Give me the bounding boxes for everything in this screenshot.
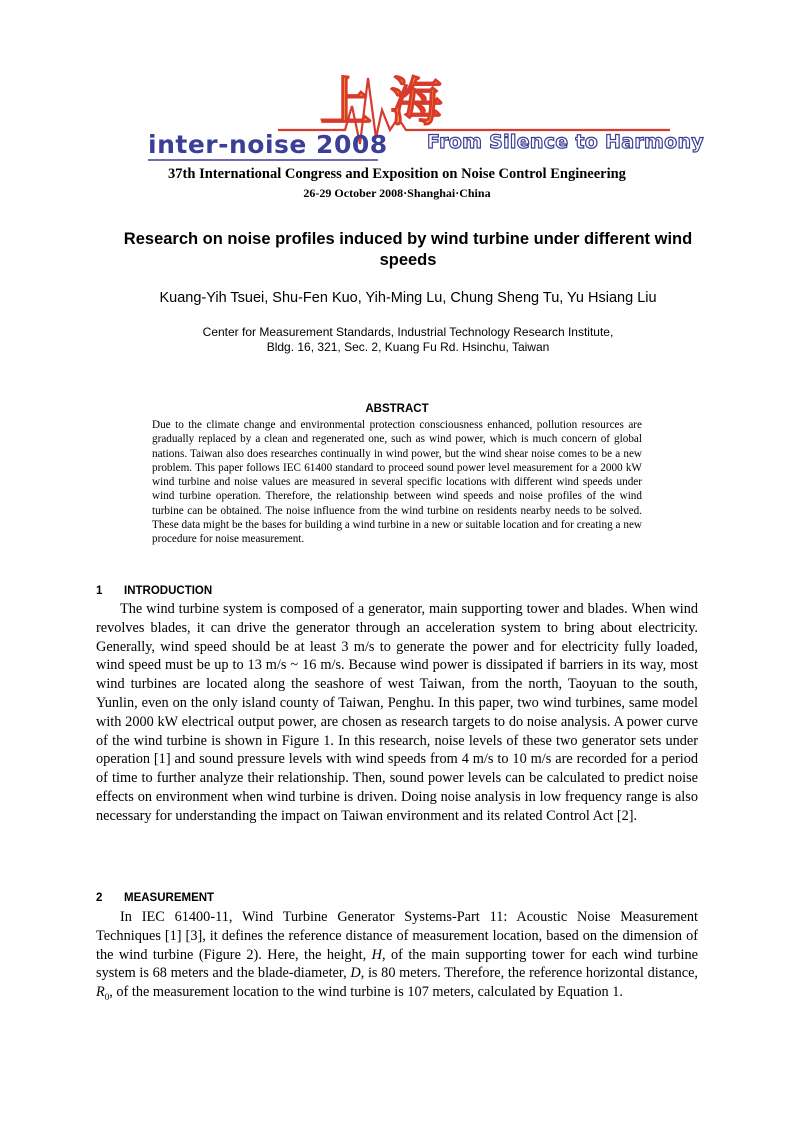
conference-name: 37th International Congress and Exposition on Noise Control Engineering <box>168 166 626 182</box>
symbol-r: R <box>96 984 105 1001</box>
abstract-heading: ABSTRACT <box>365 403 429 415</box>
logo-chinese-text: 上海 <box>320 73 461 133</box>
paper-affiliation <box>100 325 716 355</box>
symbol-h: H <box>371 946 382 963</box>
logo-brand: inter-noise 2008 <box>148 130 388 159</box>
symbol-d: D <box>350 965 361 982</box>
paper-authors: Kuang-Yih Tsuei, Shu-Fen Kuo, Yih-Ming Lu, Chung Sheng Tu, Yu Hsiang Liu <box>159 290 657 306</box>
affiliation-line-1: Center for Measurement Standards, Industrial Technology Research Institute, <box>202 325 614 339</box>
section-number: 1 <box>96 585 103 597</box>
conference-dates: 26-29 October 2008·Shanghai·China <box>303 186 491 200</box>
affiliation-line-2: Bldg. 16, 321, Sec. 2, Kuang Fu Rd. Hsinchu, Taiwan <box>266 340 550 354</box>
paper-title: Research on noise profiles induced by wind turbine under different wind speeds <box>123 230 693 269</box>
section-title: MEASUREMENT <box>124 892 215 904</box>
logo-slogan: From Silence to Harmony <box>427 131 704 153</box>
section-title: INTRODUCTION <box>124 585 213 597</box>
conference-logo <box>140 48 704 166</box>
text-run: In IEC 61400-11, Wind Turbine Generator Systems-Part 11: Acoustic Noise Measurement Techniques [1] [3], it defines the reference distance of measurement location, based on the dimension of the wind turbine (Figure 2). Here, the height, <box>96 909 698 963</box>
text-run: , of the main supporting tower for each wind turbine system is 68 meters and the blade-diameter, <box>96 946 698 982</box>
section-text-introduction: The wind turbine system is composed of a generator, main supporting tower and blades. When wind revolves blades, it can drive the generator through an acceleration system to bring about electricity. Generally, wind speed should be at least 3 m/s to generate the power and for electricity fully loaded, wind speed must be up to 13 m/s ~ 16 m/s. Because wind power is dissipated if barriers in its way, most wind turbines are located along the seashore of west Taiwan, from the north, Taoyuan to the south, Yunlin, even on the only island county of Taiwan, Penghu. In this paper, two wind turbines, same model with 2000 kW electrical output power, are chosen as research targets to do noise analysis. A power curve of the wind turbine is shown in Figure 1. In this research, noise levels of these two generator sets under operation [1] and sound pressure levels with wind speeds from 4 m/s to 10 m/s are recorded for a period of time to further analyze their relationship. Then, sound power levels can be calculated to predict noise effects on environment when wind turbine is driven. Doing noise analysis in low frequency range is also necessary for understanding the impact on Taiwan environment and its related Control Act [2]. <box>96 601 698 824</box>
section-heading-introduction <box>96 585 212 597</box>
text-run: , of the measurement location to the wind turbine is 107 meters, calculated by Equation 1. <box>109 984 623 1001</box>
text-run: , is 80 meters. Therefore, the reference horizontal distance, <box>360 965 698 982</box>
section-number: 2 <box>96 892 103 904</box>
section-heading-measurement <box>96 892 214 904</box>
abstract-text: Due to the climate change and environmental protection consciousness enhanced, pollution resources are gradually replaced by a clean and regenerated one, such as wind power, which is much concern of global nations. Taiwan also does researches continually in wind power, but the wind shear noise comes to be a new problem. This paper follows IEC 61400 standard to proceed sound power level measurement for a 2000 kW wind turbine and noise values are measured in several specific locations with different wind speeds under wind turbine operation. Therefore, the relationship between wind speeds and noise profiles of the wind turbine can be obtained. The noise influence from the wind turbine on residents nearby needs to be solved. These data might be the bases for building a wind turbine in a new or suitable location and for creating a new procedure for noise measurement. <box>152 419 642 546</box>
symbol-r-subscript: 0 <box>104 992 110 1003</box>
section-text-measurement <box>96 908 698 1007</box>
